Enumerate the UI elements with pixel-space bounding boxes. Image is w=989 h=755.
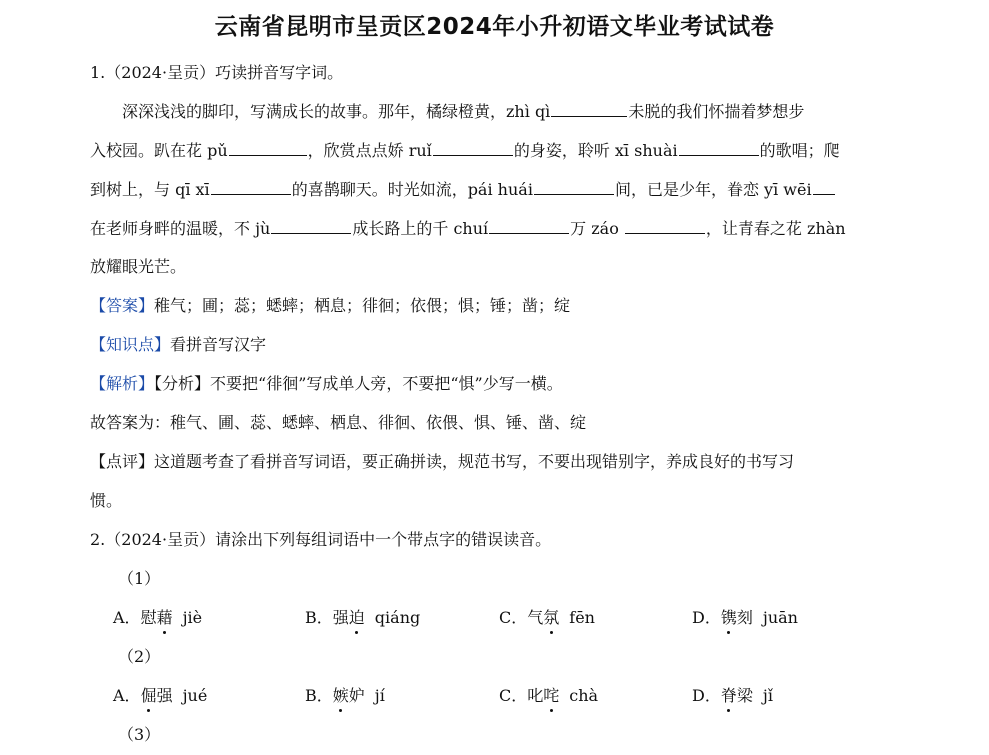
group-label: （2）: [118, 647, 161, 666]
fill-blank[interactable]: [211, 178, 291, 195]
comment-line-2: 惯。: [90, 491, 123, 510]
dotted-char: 脊: [720, 686, 737, 705]
option-word: 妒: [348, 686, 365, 705]
passage-line-5: 放耀眼光芒。: [90, 257, 187, 276]
option-word: 梁: [736, 686, 753, 705]
option-letter: A．: [113, 686, 141, 705]
answer-text: 稚气；圃；蕊；蟋蟀；栖息；徘徊；依偎；惧；锤；凿；绽: [154, 296, 571, 315]
option-letter: D．: [692, 686, 721, 705]
fill-blank[interactable]: [534, 178, 614, 195]
option-d[interactable]: [692, 685, 773, 707]
option-pinyin: qiáng: [374, 608, 421, 627]
option-d[interactable]: [692, 607, 798, 629]
answer-line: [90, 295, 570, 317]
knowledge-text: 看拼音写汉字: [170, 335, 267, 354]
option-c[interactable]: [499, 685, 598, 707]
option-word: 刻: [736, 608, 753, 627]
option-pinyin: chà: [569, 686, 599, 705]
dotted-char: 嫉: [332, 686, 349, 705]
passage-line-3: [90, 178, 836, 201]
dotted-char: 倔: [140, 686, 157, 705]
question-1-header: 1.（2024·呈贡）巧读拼音写字词。: [90, 63, 344, 82]
option-pinyin: juān: [762, 608, 798, 627]
option-a[interactable]: [113, 685, 207, 707]
dotted-char: 镌: [720, 608, 737, 627]
fill-blank[interactable]: [679, 139, 759, 156]
option-letter: B．: [305, 608, 333, 627]
fill-blank[interactable]: [489, 217, 569, 234]
passage-text: 的身姿，聆听 xī shuài: [513, 141, 678, 160]
option-pinyin: jué: [182, 686, 208, 705]
dotted-char: 氛: [543, 608, 560, 627]
option-b[interactable]: [305, 685, 385, 707]
fill-blank[interactable]: [271, 217, 351, 234]
option-word: 叱: [527, 686, 544, 705]
option-letter: A．: [113, 608, 141, 627]
option-pinyin: fēn: [569, 608, 595, 627]
group-label: （3）: [118, 725, 161, 744]
answer-tag: 【答案】: [90, 296, 155, 315]
knowledge-line: [90, 334, 266, 356]
option-letter: B．: [305, 686, 333, 705]
passage-text: 万 záo: [570, 219, 624, 238]
analysis-text: 【分析】不要把“徘徊”写成单人旁，不要把“惧”少写一横。: [154, 374, 563, 393]
option-letter: C．: [499, 608, 528, 627]
option-letter: C．: [499, 686, 528, 705]
option-word: 慰: [140, 608, 157, 627]
analysis-tag: 【解析】: [90, 374, 155, 393]
option-letter: D．: [692, 608, 721, 627]
option-pinyin: jiè: [182, 608, 203, 627]
passage-text: 入校园。趴在花 pǔ: [90, 141, 228, 160]
passage-text: 的歌唱；爬: [759, 141, 840, 160]
passage-text: 的喜鹊聊天。时光如流，pái huái: [291, 180, 533, 199]
fill-blank[interactable]: [229, 139, 307, 156]
dotted-char: 咤: [543, 686, 560, 705]
passage-line-1: [122, 100, 804, 123]
passage-text: 成长路上的千 chuí: [352, 219, 489, 238]
dotted-char: 迫: [348, 608, 365, 627]
option-c[interactable]: [499, 607, 595, 629]
passage-text: 到树上，与 qī xī: [90, 180, 210, 199]
group-label: （1）: [118, 569, 161, 588]
passage-text: ，让青春之花 zhàn: [705, 219, 846, 238]
fill-blank[interactable]: [551, 100, 627, 117]
passage-text: ，欣赏点点娇 ruǐ: [307, 141, 432, 160]
passage-text: 间，已是少年，眷恋 yī wēi: [614, 180, 812, 199]
dotted-char: 藉: [156, 608, 173, 627]
final-answer-line: 故答案为：稚气、圃、蕊、蟋蟀、栖息、徘徊、依偎、惧、锤、凿、绽: [90, 413, 587, 432]
option-pinyin: jǐ: [762, 686, 773, 705]
fill-blank[interactable]: [433, 139, 513, 156]
option-word: 强: [332, 608, 349, 627]
fill-blank[interactable]: [625, 217, 705, 234]
passage-text: 未脱的我们怀揣着梦想步: [628, 102, 805, 121]
option-word: 气: [527, 608, 544, 627]
fill-blank[interactable]: [813, 178, 835, 195]
page-title: 云南省昆明市呈贡区2024年小升初语文毕业考试试卷: [214, 14, 775, 40]
question-2-header: 2.（2024·呈贡）请涂出下列每组词语中一个带点字的错误读音。: [90, 530, 552, 549]
option-b[interactable]: [305, 607, 420, 629]
option-pinyin: jí: [374, 686, 385, 705]
comment-line-1: 【点评】这道题考查了看拼音写词语，要正确拼读，规范书写，不要出现错别字，养成良好的书写习: [90, 452, 795, 471]
option-a[interactable]: [113, 607, 202, 629]
option-word: 强: [156, 686, 173, 705]
passage-line-2: [90, 139, 840, 162]
analysis-line: [90, 373, 563, 395]
passage-text: 深深浅浅的脚印，写满成长的故事。那年，橘绿橙黄，zhì qì: [122, 102, 551, 121]
passage-text: 在老师身畔的温暖，不 jù: [90, 219, 271, 238]
knowledge-tag: 【知识点】: [90, 335, 171, 354]
passage-line-4: [90, 217, 846, 240]
